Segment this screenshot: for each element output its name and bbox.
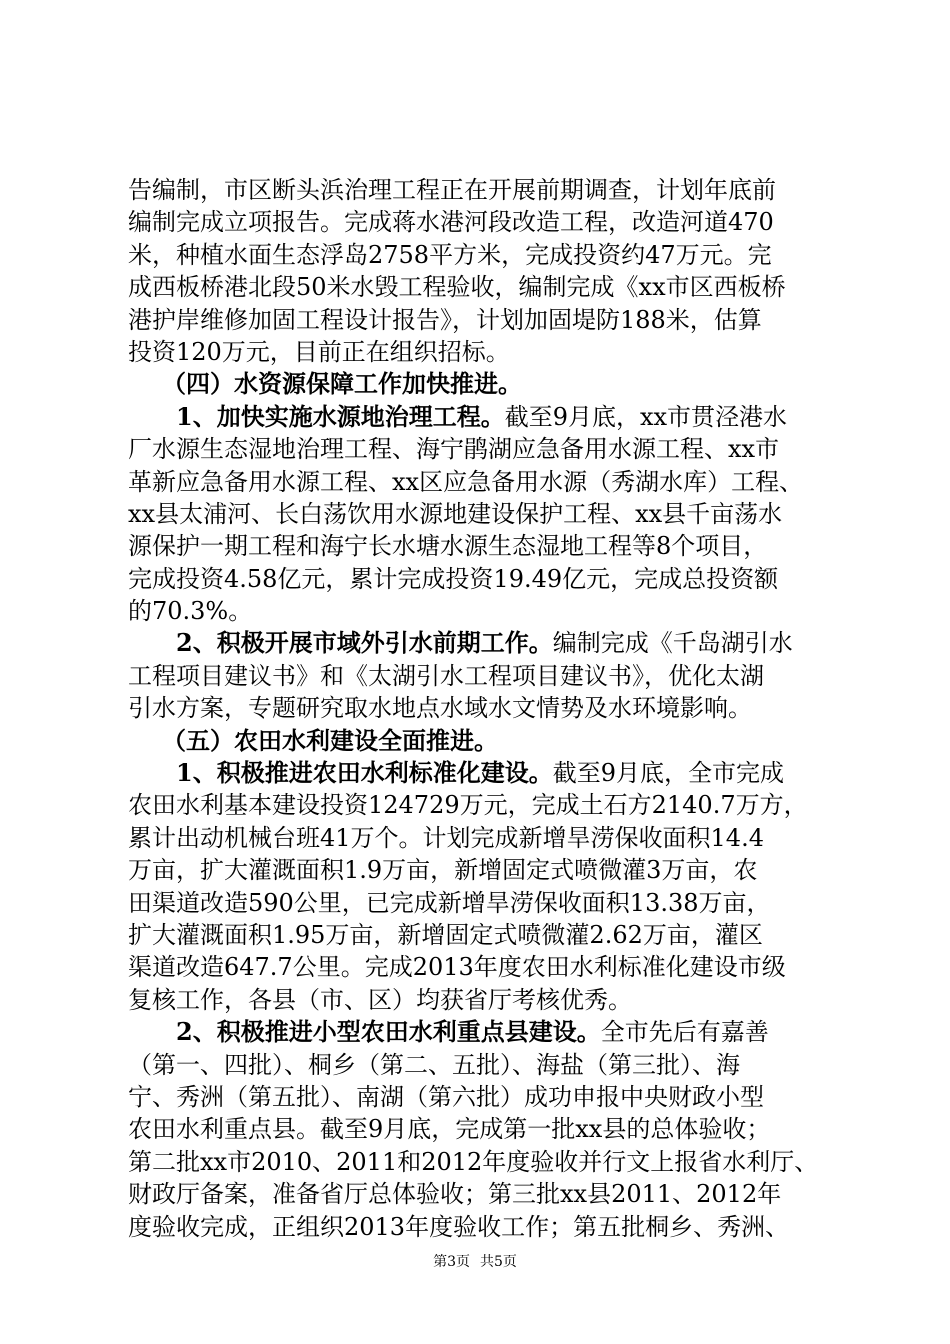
body-line-23	[128, 887, 828, 919]
line-text: 源保护一期工程和海宁长水塘水源生态湿地工程等8个项目，	[128, 532, 768, 561]
line-text: 编制完成立项报告。完成蒋水港河段改造工程，改造河道470	[128, 208, 774, 237]
line-text: 农田水利基本建设投资124729万元，完成土石方2140.7万方，	[128, 791, 808, 820]
line-text: 的70.3%。	[128, 597, 253, 626]
page-footer	[0, 1253, 950, 1271]
line-text: 农田水利重点县。截至9月底，完成第一批xx县的总体验收；	[128, 1115, 771, 1144]
body-line-29	[128, 1081, 828, 1113]
body-line-20	[128, 789, 828, 821]
paragraph-lead-line	[128, 627, 828, 659]
body-line-22	[128, 854, 828, 886]
body-line-3	[128, 239, 828, 271]
body-line-16	[128, 660, 828, 692]
body-line-5	[128, 304, 828, 336]
line-text: 复核工作，各县（市、区）均获省厅考核优秀。	[128, 985, 632, 1014]
line-text: 财政厅备案，准备省厅总体验收；第三批xx县2011、2012年	[128, 1180, 782, 1209]
body-line-24	[128, 919, 828, 951]
line-text: 成西板桥港北段50米水毁工程验收，编制完成《xx市区西板桥	[128, 273, 786, 302]
body-line-4	[128, 271, 828, 303]
line-text: 工程项目建议书》和《太湖引水工程项目建议书》，优化太湖	[128, 661, 764, 690]
body-line-31	[128, 1146, 828, 1178]
body-line-10	[128, 466, 828, 498]
body-line-26	[128, 984, 828, 1016]
body-line-33	[128, 1211, 828, 1243]
paragraph-lead-line	[128, 757, 828, 789]
body-line-25	[128, 951, 828, 983]
line-text: 投资120万元，目前正在组织招标。	[128, 337, 510, 366]
section-heading-text: （五）农田水利建设全面推进。	[162, 725, 498, 755]
body-line-28	[128, 1049, 828, 1081]
line-text: 渠道改造647.7公里。完成2013年度农田水利标准化建设市级	[128, 953, 786, 982]
body-line-11	[128, 498, 828, 530]
line-text: 截至9月底，全市完成	[552, 759, 784, 788]
line-text: 厂水源生态湿地治理工程、海宁鹃湖应急备用水源工程、xx市	[128, 435, 780, 464]
body-line-30	[128, 1113, 828, 1145]
line-text: 米，种植水面生态浮岛2758平方米，完成投资约47万元。完	[128, 240, 772, 269]
body-line-21	[128, 822, 828, 854]
section-heading-4	[128, 368, 828, 400]
line-text: 革新应急备用水源工程、xx区应急备用水源（秀湖水库）工程、	[128, 467, 804, 496]
body-line-32	[128, 1178, 828, 1210]
paragraph-lead-line	[128, 401, 828, 433]
body-line-14	[128, 595, 828, 627]
paragraph-lead: 1、加快实施水源地治理工程。	[176, 401, 505, 431]
line-text: 截至9月底，xx市贯泾港水	[504, 402, 788, 431]
line-text: 扩大灌溉面积1.95万亩，新增固定式喷微灌2.62万亩，灌区	[128, 920, 763, 949]
body-line-9	[128, 433, 828, 465]
line-text: 完成投资4.58亿元，累计完成投资19.49亿元，完成总投资额	[128, 564, 779, 593]
section-heading-text: （四）水资源保障工作加快推进。	[162, 369, 522, 399]
body-line-17	[128, 692, 828, 724]
body-line-13	[128, 563, 828, 595]
line-text: 编制完成《千岛湖引水	[552, 629, 793, 658]
paragraph-lead: 2、积极推进小型农田水利重点县建设。	[176, 1017, 601, 1047]
line-text: 宁、秀洲（第五批）、南湖（第六批）成功申报中央财政小型	[128, 1082, 764, 1111]
document-body	[128, 174, 828, 1243]
paragraph-lead-line	[128, 1016, 828, 1048]
line-text: xx县太浦河、长白荡饮用水源地建设保护工程、xx县千亩荡水	[128, 499, 783, 528]
body-line-2	[128, 206, 828, 238]
paragraph-lead: 2、积极开展市域外引水前期工作。	[176, 628, 553, 658]
section-heading-5	[128, 725, 828, 757]
line-text: 累计出动机械台班41万个。计划完成新增旱涝保收面积14.4	[128, 823, 764, 852]
line-text: 第二批xx市2010、2011和2012年度验收并行文上报省水利厅、	[128, 1147, 819, 1176]
line-text: （第一、四批）、桐乡（第二、五批）、海盐（第三批）、海	[128, 1050, 740, 1079]
line-text: 引水方案，专题研究取水地点水域水文情势及水环境影响。	[128, 694, 752, 723]
line-text: 万亩，扩大灌溉面积1.9万亩，新增固定式喷微灌3万亩，农	[128, 856, 758, 885]
page-number: 第3页	[433, 1254, 470, 1270]
line-text: 度验收完成，正组织2013年度验收工作；第五批桐乡、秀洲、	[128, 1212, 790, 1241]
paragraph-lead: 1、积极推进农田水利标准化建设。	[176, 758, 553, 788]
line-text: 告编制，市区断头浜治理工程正在开展前期调查，计划年底前	[128, 176, 776, 204]
line-text: 港护岸维修加固工程设计报告》，计划加固堤防188米，估算	[128, 305, 762, 334]
line-text: 田渠道改造590公里，已完成新增旱涝保收面积13.38万亩，	[128, 888, 771, 917]
line-text: 全市先后有嘉善	[600, 1018, 769, 1047]
body-line-1	[128, 174, 828, 206]
body-line-6	[128, 336, 828, 368]
body-line-12	[128, 530, 828, 562]
page-total: 共5页	[480, 1254, 517, 1270]
